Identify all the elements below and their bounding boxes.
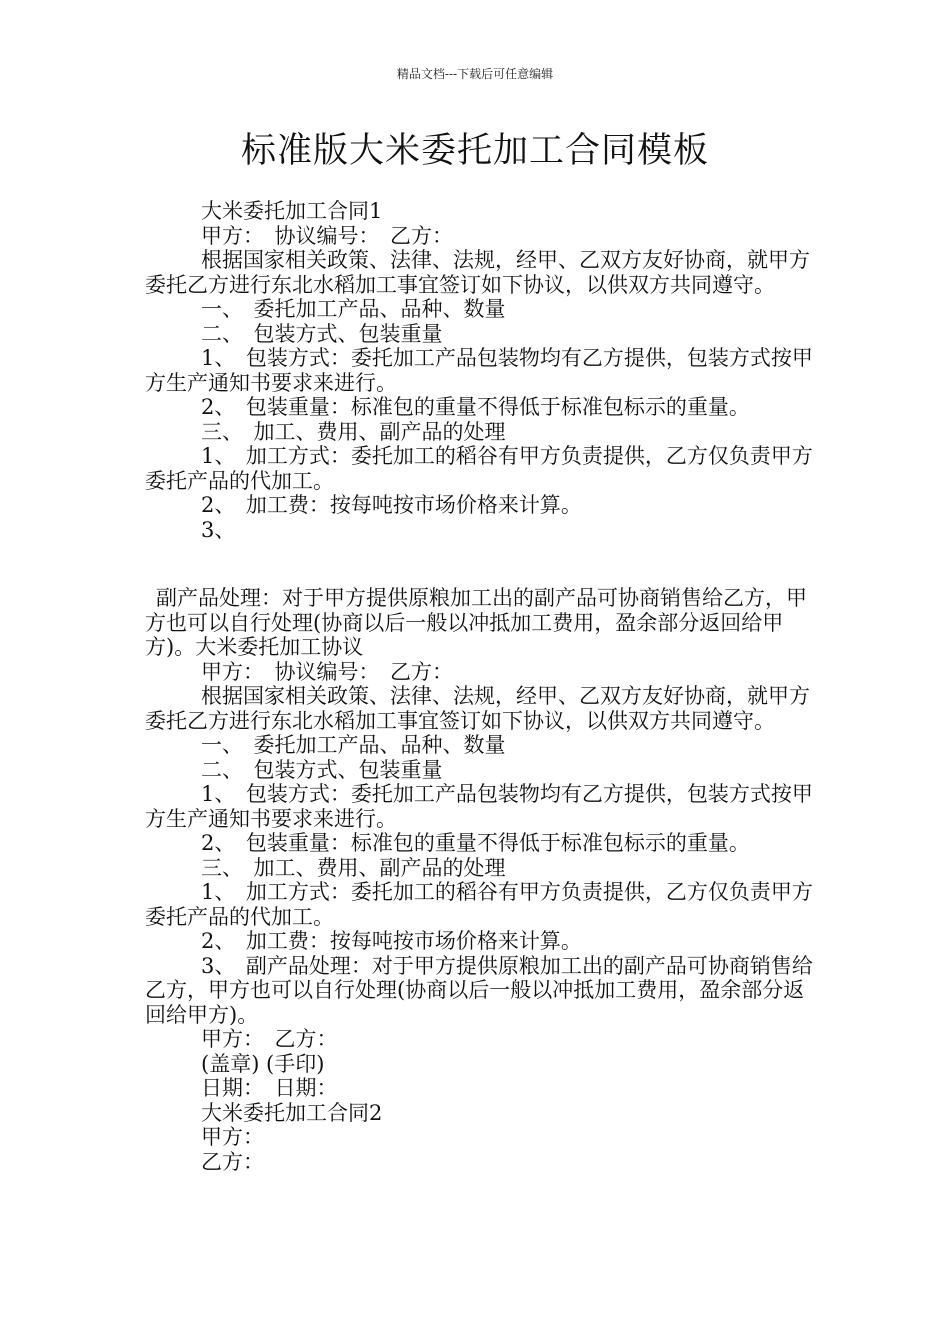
- preamble: 根据国家相关政策、法律、法规，经甲、乙双方友好协商，就甲方委托乙方进行东北水稻加工事宜签订如下协议，以供双方共同遵守。: [145, 248, 810, 297]
- section-heading: 三、 加工、费用、副产品的处理: [201, 419, 506, 444]
- clause: 1、 包装方式：委托加工产品包装物均有乙方提供，包装方式按甲方生产通知书要求来进行。: [145, 782, 813, 831]
- clause: 1、 加工方式：委托加工的稻谷有甲方负责提供，乙方仅负责甲方委托产品的代加工。: [145, 444, 813, 493]
- signature-parties: 甲方： 乙方：: [201, 1027, 338, 1051]
- section-heading: 二、 包装方式、包装重量: [201, 757, 443, 782]
- section-heading: 一、 委托加工产品、品种、数量: [201, 297, 506, 321]
- clause: 副产品处理：对于甲方提供原粮加工出的副产品可协商销售给乙方，甲方也可以自行处理(协商以后一般以冲抵加工费用，盈余部分返回给甲方)。大米委托加工协议: [145, 586, 807, 659]
- clause: 2、 包装重量：标准包的重量不得低于标准包标示的重量。: [201, 395, 750, 419]
- clause-number: 3、: [201, 517, 236, 542]
- page-header: 精品文档---下载后可任意编辑: [396, 67, 554, 81]
- clause: 1、 包装方式：委托加工产品包装物均有乙方提供，包装方式按甲方生产通知书要求来进行。: [145, 346, 813, 395]
- preamble: 根据国家相关政策、法律、法规，经甲、乙双方友好协商，就甲方委托乙方进行东北水稻加工事宜签订如下协议，以供双方共同遵守。: [145, 684, 810, 733]
- party-line: 乙方：: [201, 1149, 264, 1174]
- section-heading: 一、 委托加工产品、品种、数量: [201, 733, 506, 757]
- clause: 2、 加工费：按每吨按市场价格来计算。: [201, 493, 582, 517]
- party-line: 甲方： 协议编号： 乙方：: [201, 659, 453, 684]
- clause: 2、 加工费：按每吨按市场价格来计算。: [201, 929, 582, 953]
- clause: 2、 包装重量：标准包的重量不得低于标准包标示的重量。: [201, 831, 750, 855]
- section-heading: 三、 加工、费用、副产品的处理: [201, 855, 506, 880]
- clause: 1、 加工方式：委托加工的稻谷有甲方负责提供，乙方仅负责甲方委托产品的代加工。: [145, 880, 813, 929]
- signature-date: 日期： 日期：: [201, 1076, 338, 1100]
- party-line: 甲方：: [201, 1125, 264, 1149]
- signature-seal: (盖章) (手印): [201, 1051, 325, 1076]
- document-body: [145, 199, 813, 1174]
- clause: 3、 副产品处理：对于甲方提供原粮加工出的副产品可协商销售给乙方，甲方也可以自行处理(协商以后一般以冲抵加工费用，盈余部分返回给甲方)。: [145, 953, 813, 1027]
- section-heading: 二、 包装方式、包装重量: [201, 321, 443, 346]
- party-line: 甲方： 协议编号： 乙方：: [201, 223, 453, 248]
- document-title: 标准版大米委托加工合同模板: [240, 131, 709, 171]
- contract-heading: 大米委托加工合同2: [201, 1100, 383, 1125]
- blank-gap: [145, 542, 813, 586]
- contract-heading: 大米委托加工合同1: [201, 199, 383, 223]
